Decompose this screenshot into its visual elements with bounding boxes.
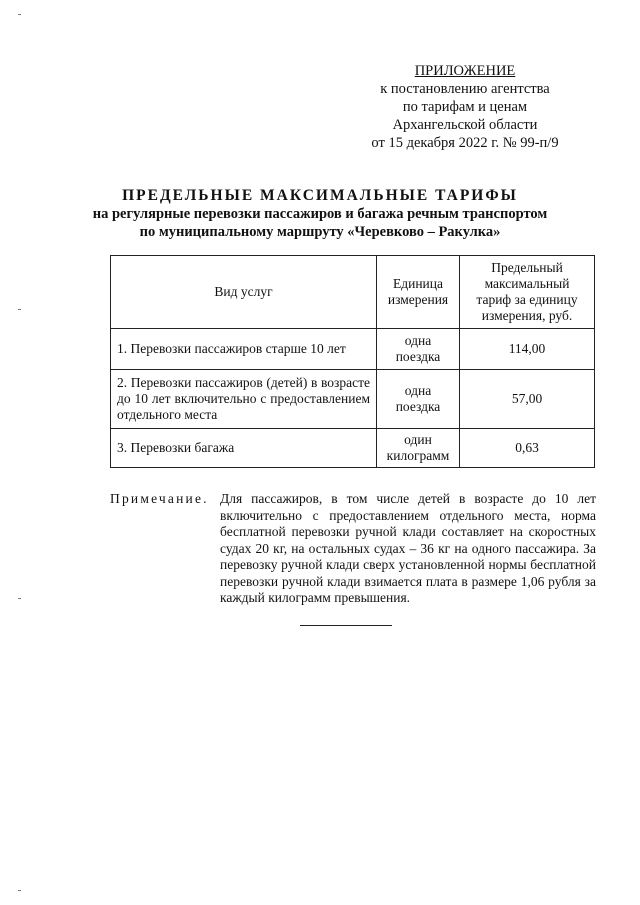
cell-service: 3. Перевозки багажа	[111, 429, 377, 468]
table-row	[111, 370, 595, 429]
header-unit: Единица измерения	[377, 256, 460, 329]
cell-unit: одна поездка	[377, 329, 460, 370]
cell-unit: один килограмм	[377, 429, 460, 468]
appendix-line: от 15 декабря 2022 г. № 99-п/9	[371, 135, 559, 151]
appendix-heading: ПРИЛОЖЕНИЕ	[414, 63, 516, 79]
tariff-table	[110, 255, 595, 468]
scan-speck	[18, 890, 21, 891]
title-subtitle-line-1: на регулярные перевозки пассажиров и багажа речным транспортом	[92, 206, 548, 222]
title-main: ПРЕДЕЛЬНЫЕ МАКСИМАЛЬНЫЕ ТАРИФЫ	[122, 187, 518, 204]
scan-speck	[18, 309, 21, 310]
table-header-row	[111, 256, 595, 329]
appendix-line: Архангельской области	[392, 117, 538, 133]
scan-speck	[18, 598, 21, 599]
table-row	[111, 329, 595, 370]
scan-speck	[18, 14, 21, 15]
note-text: Для пассажиров, в том числе детей в возрасте до 10 лет включительно с предоставлением отдельного места, норма бесплатной перевозки ручной клади составляет на скоростных судах 20 кг, на остальных судах – 36 кг на одного пассажира. За перевозку ручной клади сверх установленной нормы бесплатной перевозки ручной клади взимается плата в размере 1,06 рубля за каждый килограмм превышения.	[220, 491, 596, 605]
closing-divider	[300, 625, 392, 626]
cell-service: 2. Перевозки пассажиров (детей) в возрасте до 10 лет включительно с предоставлением отдельного места	[111, 370, 377, 429]
table-row	[111, 429, 595, 468]
appendix-line: к постановлению агентства	[380, 81, 550, 97]
cell-unit: одна поездка	[377, 370, 460, 429]
appendix-block	[340, 62, 590, 152]
cell-price: 0,63	[460, 429, 595, 468]
note-label: Примечание.	[110, 491, 209, 506]
header-max-tariff: Предельный максимальный тариф за единицу измерения, руб.	[460, 256, 595, 329]
cell-service: 1. Перевозки пассажиров старше 10 лет	[111, 329, 377, 370]
appendix-line: по тарифам и ценам	[402, 99, 528, 115]
cell-price: 57,00	[460, 370, 595, 429]
title-subtitle-line-2: по муниципальному маршруту «Черевково – Ракулка»	[139, 224, 501, 240]
cell-price: 114,00	[460, 329, 595, 370]
header-service-type: Вид услуг	[111, 256, 377, 329]
document-title	[60, 186, 580, 241]
